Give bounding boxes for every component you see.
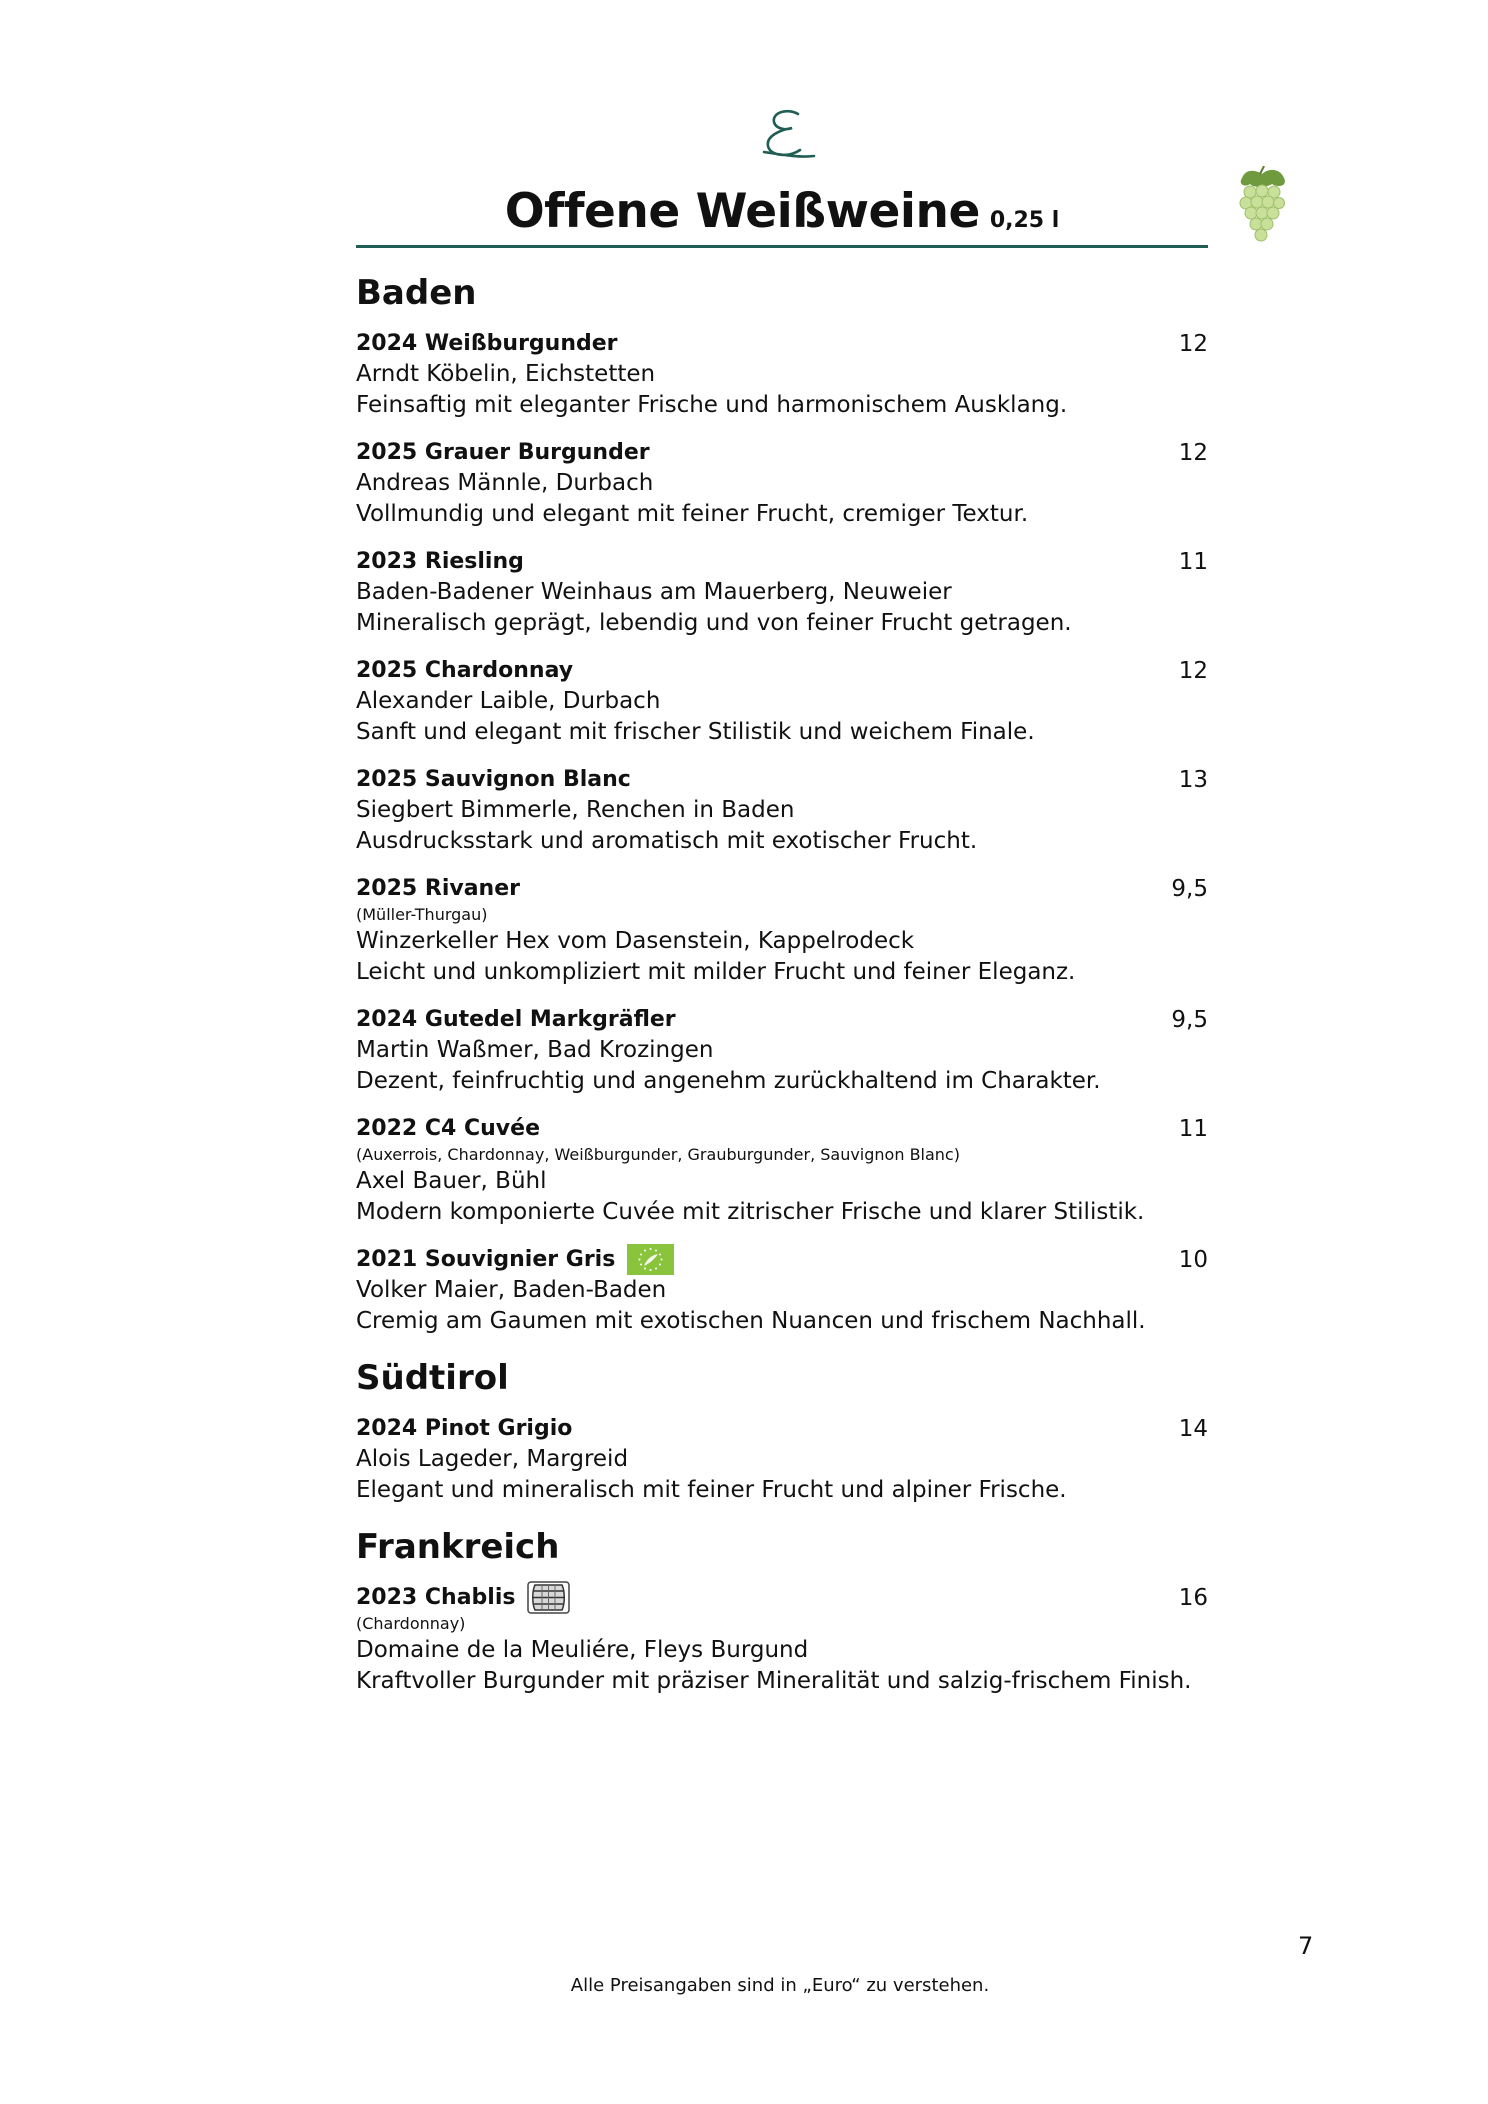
wine-name-text: 2023 Chablis <box>356 1585 516 1610</box>
wine-description: Elegant und mineralisch mit feiner Frucht und alpiner Frische. <box>356 1477 1067 1503</box>
wine-name <box>356 1007 676 1032</box>
script-e-logo-icon <box>758 106 818 162</box>
wine-price: 14 <box>1178 1415 1208 1442</box>
wine-item <box>356 437 1208 530</box>
wine-description: Feinsaftig mit eleganter Frische und harmonischem Ausklang. <box>356 392 1068 418</box>
wine-header <box>356 873 1208 904</box>
wine-name <box>356 331 618 356</box>
wine-item <box>356 1582 1208 1697</box>
section-frankreich <box>356 1522 1208 1697</box>
wine-name <box>356 440 650 465</box>
wine-name-text: 2023 Riesling <box>356 549 524 574</box>
wine-header <box>356 1582 1208 1613</box>
wine-name <box>356 1581 570 1614</box>
wine-price: 16 <box>1178 1584 1208 1611</box>
wine-name-text: 2021 Souvignier Gris <box>356 1247 616 1272</box>
section-title: Frankreich <box>356 1527 560 1567</box>
wine-description: Modern komponierte Cuvée mit zitrischer Frische und klarer Stilistik. <box>356 1199 1145 1225</box>
eu-organic-leaf-icon <box>627 1244 674 1275</box>
wine-item <box>356 873 1208 988</box>
section-baden <box>356 268 1208 1337</box>
wine-item <box>356 1244 1208 1337</box>
page-header <box>356 180 1208 244</box>
wine-price: 9,5 <box>1171 875 1208 902</box>
wine-item <box>356 1413 1208 1506</box>
wine-name-text: 2025 Chardonnay <box>356 658 574 683</box>
wine-description: Ausdrucksstark und aromatisch mit exotischer Frucht. <box>356 828 978 854</box>
wine-price: 11 <box>1178 1115 1208 1142</box>
wine-item <box>356 546 1208 639</box>
section-südtirol <box>356 1353 1208 1506</box>
wine-grape-varieties: (Müller-Thurgau) <box>356 905 488 924</box>
grape-cluster-icon <box>1232 166 1292 248</box>
wine-producer: Alois Lageder, Margreid <box>356 1446 629 1472</box>
wine-description: Cremig am Gaumen mit exotischen Nuancen und frischem Nachhall. <box>356 1308 1146 1334</box>
wine-header <box>356 1113 1208 1144</box>
wine-header <box>356 546 1208 577</box>
wine-producer: Winzerkeller Hex vom Dasenstein, Kappelrodeck <box>356 928 915 954</box>
wine-header <box>356 764 1208 795</box>
wine-price: 12 <box>1178 330 1208 357</box>
price-footnote: Alle Preisangaben sind in „Euro“ zu verstehen. <box>570 1975 990 1996</box>
wine-name <box>356 767 631 792</box>
title-rule <box>356 245 1208 248</box>
wine-header <box>356 1244 1208 1275</box>
wine-producer: Baden-Badener Weinhaus am Mauerberg, Neuweier <box>356 579 952 605</box>
wine-producer: Siegbert Bimmerle, Renchen in Baden <box>356 797 795 823</box>
page-number: 7 <box>1298 1932 1314 1960</box>
wine-item <box>356 328 1208 421</box>
wine-header <box>356 655 1208 686</box>
wine-name <box>356 876 520 901</box>
wine-name-text: 2025 Rivaner <box>356 876 520 901</box>
wine-list <box>356 268 1208 1713</box>
wine-price: 12 <box>1178 657 1208 684</box>
wine-grape-varieties: (Auxerrois, Chardonnay, Weißburgunder, Grauburgunder, Sauvignon Blanc) <box>356 1145 960 1164</box>
page-title: Offene Weißweine <box>504 184 980 239</box>
wine-price: 9,5 <box>1171 1006 1208 1033</box>
wine-item <box>356 1113 1208 1228</box>
wine-description: Leicht und unkompliziert mit milder Frucht und feiner Eleganz. <box>356 959 1076 985</box>
serving-volume: 0,25 l <box>989 208 1060 233</box>
oak-barrel-icon <box>527 1581 570 1614</box>
wine-header <box>356 437 1208 468</box>
wine-item <box>356 1004 1208 1097</box>
wine-description: Mineralisch geprägt, lebendig und von feiner Frucht getragen. <box>356 610 1072 636</box>
wine-producer: Axel Bauer, Bühl <box>356 1168 547 1194</box>
section-title: Südtirol <box>356 1358 509 1398</box>
wine-name <box>356 658 573 683</box>
wine-price: 11 <box>1178 548 1208 575</box>
wine-name-text: 2025 Grauer Burgunder <box>356 440 650 465</box>
wine-grape-varieties: (Chardonnay) <box>356 1614 466 1633</box>
wine-name-text: 2025 Sauvignon Blanc <box>356 767 631 792</box>
wine-name <box>356 549 524 574</box>
wine-producer: Volker Maier, Baden-Baden <box>356 1277 667 1303</box>
wine-name-text: 2024 Pinot Grigio <box>356 1416 573 1441</box>
wine-description: Dezent, feinfruchtig und angenehm zurückhaltend im Charakter. <box>356 1068 1101 1094</box>
wine-name-text: 2024 Weißburgunder <box>356 331 618 356</box>
wine-producer: Andreas Männle, Durbach <box>356 470 654 496</box>
wine-producer: Domaine de la Meuliére, Fleys Burgund <box>356 1637 809 1663</box>
wine-name <box>356 1416 572 1441</box>
wine-price: 10 <box>1178 1246 1208 1273</box>
wine-description: Sanft und elegant mit frischer Stilistik und weichem Finale. <box>356 719 1035 745</box>
wine-item <box>356 764 1208 857</box>
wine-producer: Arndt Köbelin, Eichstetten <box>356 361 656 387</box>
wine-name <box>356 1244 674 1275</box>
wine-price: 12 <box>1178 439 1208 466</box>
wine-producer: Martin Waßmer, Bad Krozingen <box>356 1037 714 1063</box>
wine-item <box>356 655 1208 748</box>
wine-name-text: 2024 Gutedel Markgräfler <box>356 1007 676 1032</box>
wine-producer: Alexander Laible, Durbach <box>356 688 661 714</box>
wine-price: 13 <box>1178 766 1208 793</box>
section-title: Baden <box>356 273 477 313</box>
wine-header <box>356 1413 1208 1444</box>
wine-header <box>356 328 1208 359</box>
wine-description: Vollmundig und elegant mit feiner Frucht, cremiger Textur. <box>356 501 1029 527</box>
wine-name <box>356 1116 540 1141</box>
wine-header <box>356 1004 1208 1035</box>
wine-description: Kraftvoller Burgunder mit präziser Mineralität und salzig-frischem Finish. <box>356 1668 1192 1694</box>
wine-name-text: 2022 C4 Cuvée <box>356 1116 540 1141</box>
